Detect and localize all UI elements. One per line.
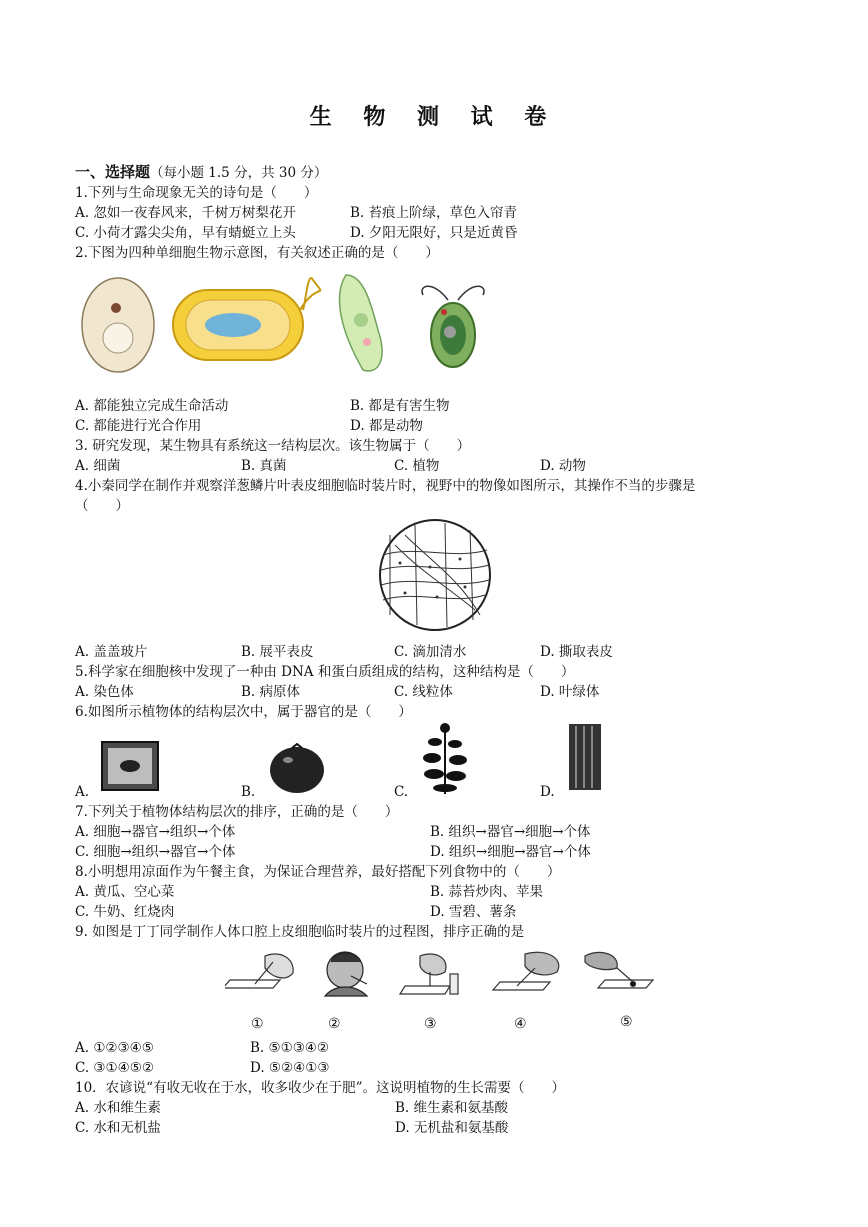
option[interactable]: B. bbox=[241, 784, 256, 800]
stain-absorb-icon bbox=[585, 952, 653, 988]
cell-icon bbox=[100, 740, 160, 792]
option[interactable]: D. ⑤②④①③ bbox=[250, 1060, 330, 1076]
q9-figure bbox=[225, 948, 655, 1004]
scrape-cheek-icon bbox=[325, 952, 367, 996]
option[interactable]: B. 都是有害生物 bbox=[350, 398, 450, 414]
question-stem-cont: （ ） bbox=[75, 498, 129, 514]
step-number: ③ bbox=[424, 1016, 437, 1032]
option[interactable]: B. 组织→器官→细胞→个体 bbox=[430, 824, 591, 840]
option[interactable]: C. 滴加清水 bbox=[394, 644, 467, 660]
question-stem: 8.小明想用凉面作为午餐主食，为保证合理营养，最好搭配下列食物中的（ ） bbox=[75, 864, 561, 880]
question-stem: 2.下图为四种单细胞生物示意图，有关叙述正确的是（ ） bbox=[75, 245, 439, 261]
option[interactable]: B. 展平表皮 bbox=[241, 644, 314, 660]
section-label: 一、选择题 bbox=[75, 163, 151, 181]
option[interactable]: B. 蒜苔炒肉、苹果 bbox=[430, 884, 544, 900]
option[interactable]: C. bbox=[394, 784, 409, 800]
plant-icon bbox=[420, 720, 470, 796]
step-number: ④ bbox=[514, 1016, 527, 1032]
option[interactable]: B. 苔痕上阶绿，草色入帘青 bbox=[350, 205, 518, 221]
question-stem: 4.小秦同学在制作并观察洋葱鳞片叶表皮细胞临时装片时，视野中的物像如图所示，其操作不当的步骤是 bbox=[75, 478, 696, 494]
option[interactable]: A. bbox=[75, 784, 90, 800]
option[interactable]: D. 撕取表皮 bbox=[540, 644, 613, 660]
option[interactable]: C. 牛奶、红烧肉 bbox=[75, 904, 175, 920]
tissue-icon bbox=[567, 722, 603, 792]
question-stem: 10．农谚说“有收无收在于水，收多收少在于肥”。这说明植物的生长需要（ ） bbox=[75, 1080, 565, 1096]
question-stem: 5.科学家在细胞核中发现了一种由 DNA 和蛋白质组成的结构，这种结构是（ ） bbox=[75, 664, 575, 680]
option[interactable]: A. 水和维生素 bbox=[75, 1100, 161, 1116]
option[interactable]: D. 动物 bbox=[540, 458, 586, 474]
option[interactable]: D. 都是动物 bbox=[350, 418, 423, 434]
option[interactable]: C. 都能进行光合作用 bbox=[75, 418, 202, 434]
option[interactable]: A. ①②③④⑤ bbox=[75, 1040, 154, 1056]
option[interactable]: C. 细胞→组织→器官→个体 bbox=[75, 844, 236, 860]
chlamydomonas-icon bbox=[422, 286, 484, 367]
option[interactable]: A. 细菌 bbox=[75, 458, 121, 474]
paramecium-icon bbox=[340, 275, 383, 371]
option[interactable]: D. 叶绿体 bbox=[540, 684, 600, 700]
question-stem: 7.下列关于植物体结构层次的排序，正确的是（ ） bbox=[75, 804, 399, 820]
option[interactable]: C. 小荷才露尖尖角，早有蜻蜓立上头 bbox=[75, 225, 296, 241]
yeast-cell-icon bbox=[82, 278, 154, 372]
option[interactable]: C. 线粒体 bbox=[394, 684, 453, 700]
bacterium-icon bbox=[173, 278, 320, 360]
option[interactable]: A. 细胞→器官→组织→个体 bbox=[75, 824, 236, 840]
drop-stain-icon bbox=[400, 954, 458, 994]
option[interactable]: D. 无机盐和氨基酸 bbox=[395, 1120, 509, 1136]
option[interactable]: B. 真菌 bbox=[241, 458, 287, 474]
q2-figure bbox=[78, 270, 508, 380]
cover-slip-icon bbox=[493, 952, 559, 990]
option[interactable]: C. 水和无机盐 bbox=[75, 1120, 161, 1136]
option[interactable]: B. 病原体 bbox=[241, 684, 301, 700]
step-number: ② bbox=[328, 1016, 341, 1032]
option[interactable]: B. ⑤①③④② bbox=[250, 1040, 330, 1056]
section-header bbox=[75, 162, 327, 183]
question-stem: 1.下列与生命现象无关的诗句是（ ） bbox=[75, 185, 318, 201]
section-note: （每小题 1.5 分，共 30 分） bbox=[150, 165, 328, 181]
step-number: ① bbox=[251, 1016, 264, 1032]
question-stem: 6.如图所示植物体的结构层次中，属于器官的是（ ） bbox=[75, 704, 412, 720]
tomato-icon bbox=[268, 742, 326, 794]
slide-step-icon bbox=[225, 954, 293, 988]
option[interactable]: D. 夕阳无限好，只是近黄昏 bbox=[350, 225, 518, 241]
option[interactable]: A. 盖盖玻片 bbox=[75, 644, 148, 660]
option[interactable]: A. 都能独立完成生命活动 bbox=[75, 398, 229, 414]
option[interactable]: A. 忽如一夜春风来，千树万树梨花开 bbox=[75, 205, 296, 221]
option[interactable]: D. 雪碧、薯条 bbox=[430, 904, 517, 920]
option[interactable]: B. 维生素和氨基酸 bbox=[395, 1100, 509, 1116]
step-number: ⑤ bbox=[620, 1014, 633, 1030]
microscope-view-icon bbox=[375, 515, 495, 635]
question-stem: 9. 如图是丁丁同学制作人体口腔上皮细胞临时装片的过程图，排序正确的是 bbox=[75, 924, 525, 940]
option[interactable]: C. ③①④⑤② bbox=[75, 1060, 154, 1076]
question-stem: 3. 研究发现，某生物具有系统这一结构层次。该生物属于（ ） bbox=[75, 438, 471, 454]
option[interactable]: C. 植物 bbox=[394, 458, 440, 474]
option[interactable]: D. 组织→细胞→器官→个体 bbox=[430, 844, 591, 860]
option[interactable]: D. bbox=[540, 784, 555, 800]
option[interactable]: A. 黄瓜、空心菜 bbox=[75, 884, 175, 900]
page-title: 生 物 测 试 卷 bbox=[309, 105, 559, 130]
option[interactable]: A. 染色体 bbox=[75, 684, 134, 700]
